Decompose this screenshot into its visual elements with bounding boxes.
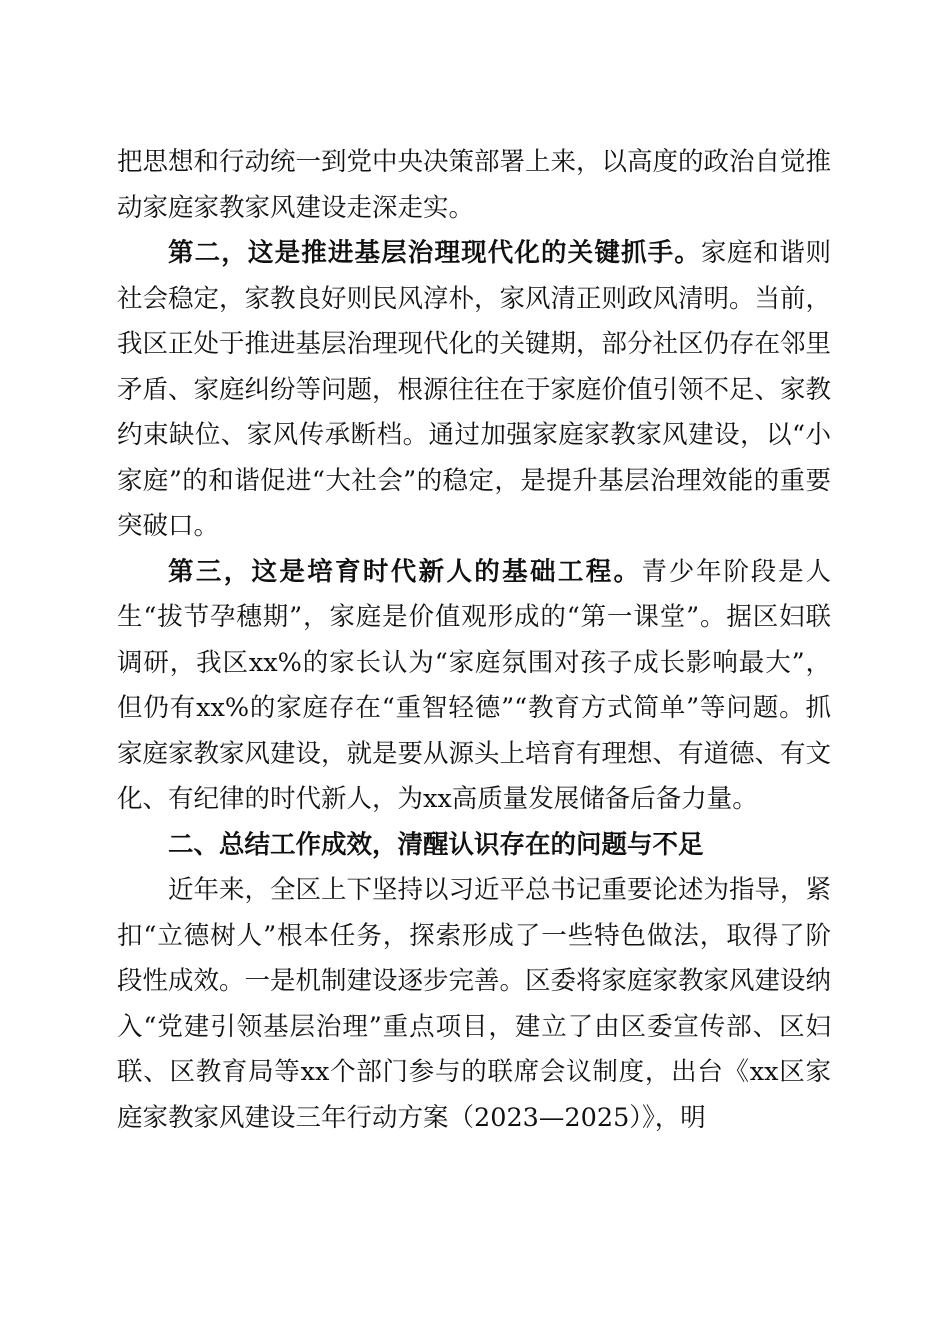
document-body [117, 140, 831, 1141]
paragraph-lead: 第二，这是推进基层治理现代化的关键抓手。 [168, 238, 701, 268]
paragraph-text: 近年来，全区上下坚持以习近平总书记重要论述为指导，紧扣“立德树人”根本任务，探索形成了一些特色做法，取得了阶段性成效。一是机制建设逐步完善。区委将家庭家教家风建设纳入“党建引领基层治理”重点项目，建立了由区委宣传部、区妇联、区教育局等xx个部门参与的联席会议制度，出台《xx区家庭家教家风建设三年行动方案（2023—2025）》，明 [117, 875, 832, 1133]
paragraph-second-point [117, 231, 831, 550]
paragraph-third-point [117, 550, 831, 823]
paragraph-text: 把思想和行动统一到党中央决策部署上来，以高度的政治自觉推动家庭家教家风建设走深走实。 [117, 147, 832, 223]
section-heading: 二、总结工作成效，清醒认识存在的问题与不足 [168, 829, 704, 860]
paragraph-text: 家庭和谐则社会稳定，家教良好则民风淳朴，家风清正则政风清明。当前，我区正处于推进基层治理现代化的关键期，部分社区仍存在邻里矛盾、家庭纠纷等问题，根源往往在于家庭价值引领不足、家教约束缺位、家风传承断档。通过加强家庭家教家风建设，以“小家庭”的和谐促进“大社会”的稳定，是提升基层治理效能的重要突破口。 [117, 238, 832, 541]
paragraph-lead: 第三，这是培育时代新人的基础工程。 [168, 556, 642, 587]
paragraph-continuation [117, 140, 831, 231]
paragraph-achievements [117, 868, 831, 1141]
paragraph-text: 青少年阶段是人生“拔节孕穗期”，家庭是价值观形成的“第一课堂”。据区妇联调研，我区xx%的家长认为“家庭氛围对孩子成长影响最大”，但仍有xx%的家庭存在“重智轻德”“教育方式简单”等问题。抓家庭家教家风建设，就是要从源头上培育有理想、有道德、有文化、有纪律的时代新人，为xx高质量发展储备后备力量。 [117, 556, 832, 814]
